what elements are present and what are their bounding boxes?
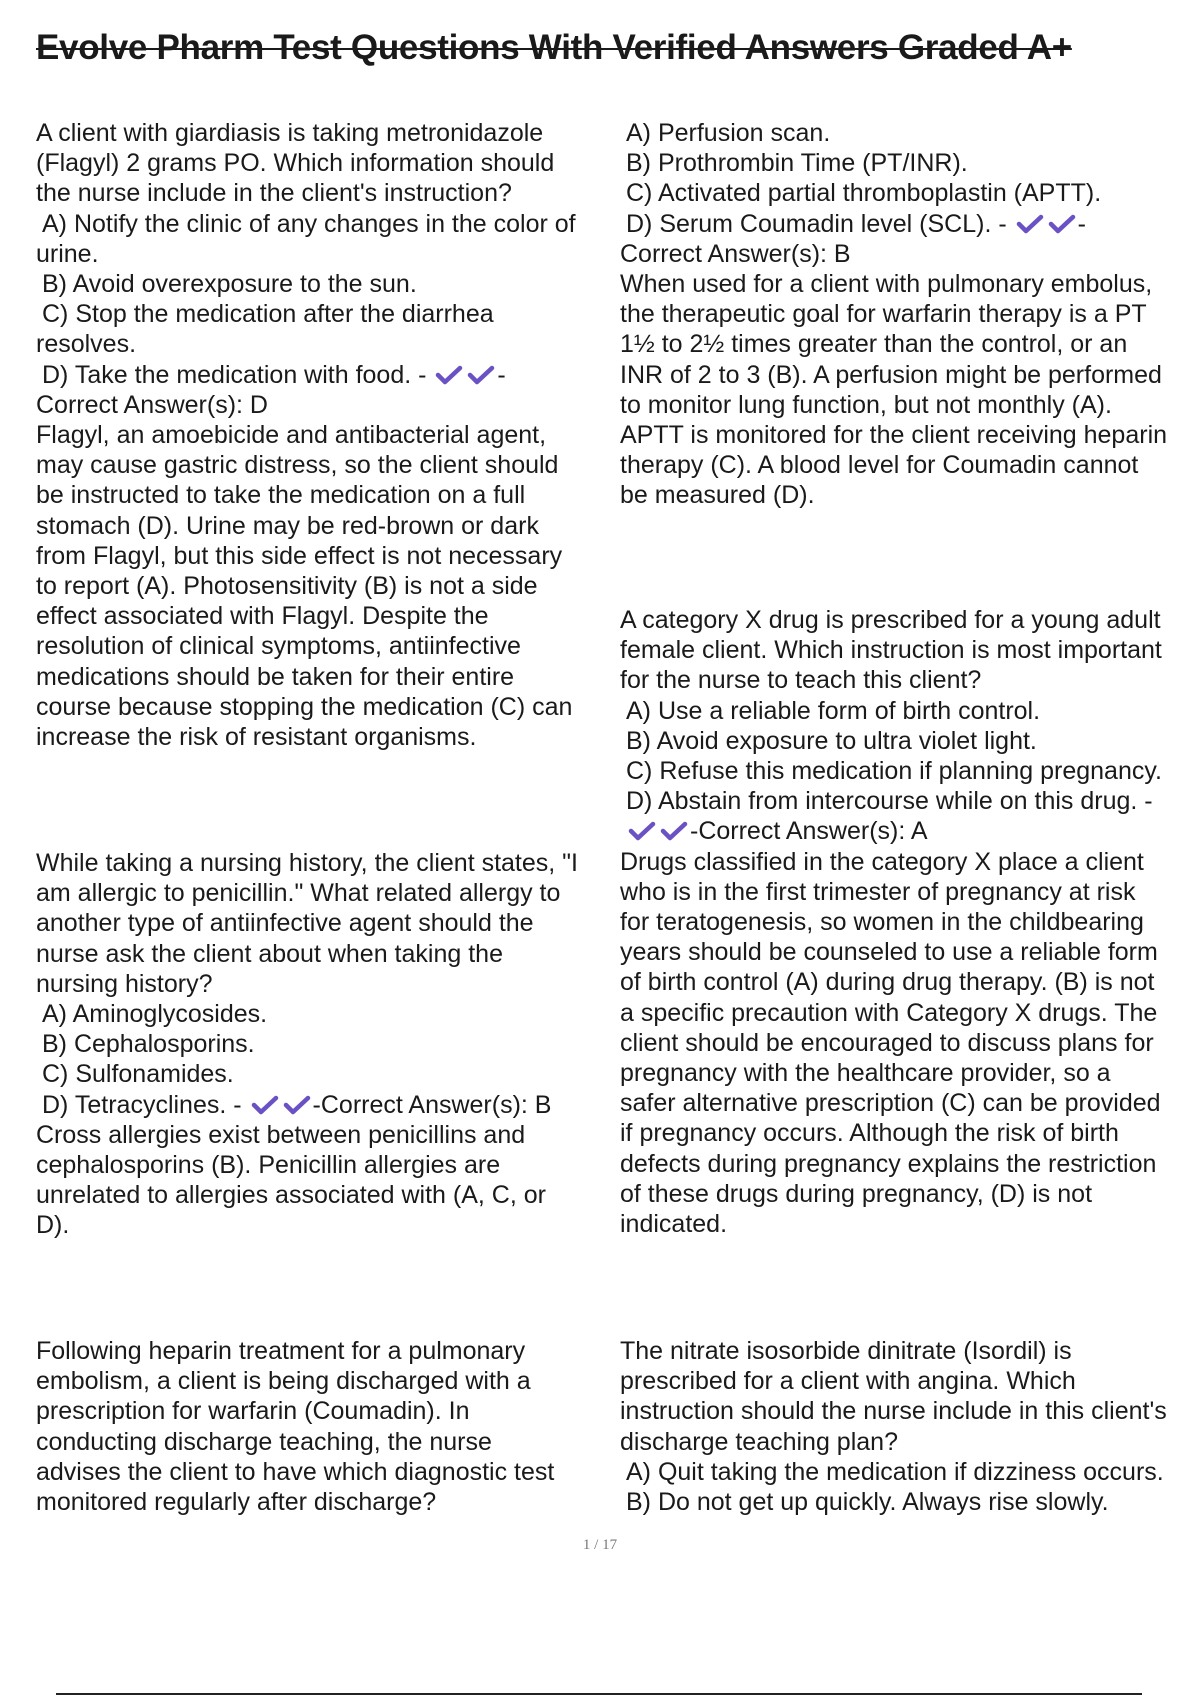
check-icon — [251, 1094, 279, 1116]
option-d — [36, 1090, 616, 1120]
option-b: B) Prothrombin Time (PT/INR). — [626, 149, 968, 178]
rationale: stomach (D). Urine may be red-brown or dark — [36, 511, 539, 540]
option-c: C) Activated partial thromboplastin (APTT). — [626, 179, 1102, 208]
option-b: B) Avoid overexposure to the sun. — [42, 270, 417, 299]
rationale: Cross allergies exist between penicillins and — [36, 1120, 526, 1149]
option-d — [620, 209, 1195, 239]
footer-divider — [56, 1693, 1142, 1695]
check-icon — [1048, 213, 1076, 235]
correct-answer: -Correct Answer(s): A — [690, 817, 928, 846]
option-a-cont: urine. — [36, 239, 99, 268]
option-a: A) Use a reliable form of birth control. — [626, 696, 1041, 725]
rationale: cephalosporins (B). Penicillin allergies are — [36, 1151, 501, 1180]
question-text: monitored regularly after discharge? — [36, 1488, 437, 1517]
option-c-cont: resolves. — [36, 330, 137, 359]
question-text: A category X drug is prescribed for a young adult — [620, 606, 1161, 634]
rationale: Flagyl, an amoebicide and antibacterial agent, — [36, 421, 547, 450]
correct-answer-line — [620, 816, 1195, 846]
question-text: nurse ask the client about when taking the — [36, 939, 503, 968]
rationale: a specific precaution with Category X drugs. The — [620, 998, 1158, 1027]
question-text: (Flagyl) 2 grams PO. Which information should — [36, 149, 555, 178]
check-icon — [283, 1094, 311, 1116]
rationale: for teratogenesis, so women in the childbearing — [620, 908, 1144, 937]
rationale: of birth control (A) during drug therapy. (B) is not — [620, 968, 1155, 997]
rationale: of these drugs during pregnancy, (D) is not — [620, 1179, 1093, 1208]
rationale: safer alternative prescription (C) can be provided — [620, 1089, 1161, 1118]
rationale: unrelated to allergies associated with (A, C, or — [36, 1181, 546, 1210]
option-b: B) Avoid exposure to ultra violet light. — [626, 726, 1037, 755]
rationale: who is in the first trimester of pregnancy at risk — [620, 877, 1136, 906]
question-isosorbide — [620, 1336, 1195, 1517]
question-text: advises the client to have which diagnostic test — [36, 1457, 555, 1486]
rationale: APTT is monitored for the client receiving heparin — [620, 421, 1168, 450]
question-warfarin — [36, 1336, 616, 1517]
correct-answer: Correct Answer(s): D — [36, 390, 268, 419]
rationale: increase the risk of resistant organisms. — [36, 723, 477, 752]
option-d-text: D) Take the medication with food. - — [42, 360, 427, 389]
rationale: Drugs classified in the category X place a client — [620, 847, 1144, 876]
rationale: medications should be taken for their entire — [36, 662, 515, 691]
question-text: another type of antiinfective agent should the — [36, 909, 534, 938]
page-number: 1 / 17 — [582, 1537, 618, 1553]
rationale: course because stopping the medication (C) can — [36, 692, 573, 721]
rationale: pregnancy with the healthcare provider, so a — [620, 1059, 1111, 1088]
rationale: defects during pregnancy explains the restriction — [620, 1149, 1157, 1178]
rationale: may cause gastric distress, so the client should — [36, 451, 559, 480]
question-text: discharge teaching plan? — [620, 1427, 898, 1456]
option-d-dash: - — [497, 360, 506, 389]
rationale: indicated. — [620, 1210, 728, 1239]
option-a: A) Aminoglycosides. — [42, 1000, 268, 1029]
question-text: conducting discharge teaching, the nurse — [36, 1427, 492, 1456]
option-c: C) Sulfonamides. — [42, 1060, 234, 1089]
rationale: if pregnancy occurs. Although the risk of birth — [620, 1119, 1119, 1148]
rationale: D). — [36, 1211, 70, 1240]
question-text: prescribed for a client with angina. Which — [620, 1367, 1076, 1396]
check-icon — [660, 820, 688, 842]
rationale: the therapeutic goal for warfarin therapy is a PT — [620, 300, 1147, 329]
check-icon — [1016, 213, 1044, 235]
correct-answer: -Correct Answer(s): B — [312, 1090, 552, 1119]
option-b: B) Do not get up quickly. Always rise slowly. — [626, 1488, 1109, 1517]
document-title: Evolve Pharm Test Questions With Verified Answers Graded A+ — [36, 28, 1072, 67]
question-text: A client with giardiasis is taking metronidazole — [36, 119, 544, 147]
check-icon — [628, 820, 656, 842]
rationale: therapy (C). A blood level for Coumadin cannot — [620, 451, 1139, 480]
question-penicillin-allergy — [36, 848, 616, 1241]
correct-answer: Correct Answer(s): B — [620, 239, 851, 268]
option-a: A) Perfusion scan. — [626, 119, 831, 147]
option-c: C) Stop the medication after the diarrhea — [42, 300, 494, 329]
option-c: C) Refuse this medication if planning pregnancy. — [626, 757, 1162, 786]
rationale: to monitor lung function, but not monthly (A). — [620, 390, 1112, 419]
question-text: female client. Which instruction is most important — [620, 636, 1162, 665]
option-a: A) Notify the clinic of any changes in the color of — [42, 209, 576, 238]
rationale: years should be counseled to use a reliable form — [620, 938, 1158, 967]
question-warfarin-continued — [620, 118, 1195, 511]
rationale: be measured (D). — [620, 481, 815, 510]
option-d — [36, 360, 616, 390]
question-text: While taking a nursing history, the client states, "I — [36, 849, 578, 877]
option-a: A) Quit taking the medication if dizziness occurs. — [626, 1457, 1164, 1486]
check-icon — [435, 364, 463, 386]
rationale: client should be encouraged to discuss plans for — [620, 1028, 1154, 1057]
rationale: resolution of clinical symptoms, antiinfective — [36, 632, 521, 661]
question-text: am allergic to penicillin." What related allergy to — [36, 879, 561, 908]
rationale: from Flagyl, but this side effect is not necessary — [36, 541, 563, 570]
check-icon — [467, 364, 495, 386]
rationale: be instructed to take the medication on a full — [36, 481, 526, 510]
rationale: When used for a client with pulmonary embolus, — [620, 270, 1153, 299]
question-text: for the nurse to teach this client? — [620, 666, 982, 695]
question-text: prescription for warfarin (Coumadin). In — [36, 1397, 470, 1426]
question-category-x — [620, 605, 1195, 1239]
question-text: instruction should the nurse include in this client's — [620, 1397, 1167, 1426]
rationale: to report (A). Photosensitivity (B) is not a side — [36, 572, 538, 601]
question-text: the nurse include in the client's instruction? — [36, 179, 512, 208]
option-b: B) Cephalosporins. — [42, 1030, 255, 1059]
question-text: nursing history? — [36, 969, 213, 998]
option-d-dash: - — [1077, 209, 1086, 238]
question-text: Following heparin treatment for a pulmonary — [36, 1337, 526, 1365]
question-text: The nitrate isosorbide dinitrate (Isordil) is — [620, 1337, 1072, 1365]
rationale: INR of 2 to 3 (B). A perfusion might be performed — [620, 360, 1162, 389]
question-giardiasis — [36, 118, 616, 752]
rationale: effect associated with Flagyl. Despite the — [36, 602, 489, 631]
rationale: 1½ to 2½ times greater than the control, or an — [620, 330, 1128, 359]
option-d-text: D) Serum Coumadin level (SCL). - — [626, 209, 1007, 238]
option-d-text: D) Tetracyclines. - — [42, 1090, 242, 1119]
option-d: D) Abstain from intercourse while on this drug. - — [626, 787, 1153, 816]
question-text: embolism, a client is being discharged with a — [36, 1367, 531, 1396]
